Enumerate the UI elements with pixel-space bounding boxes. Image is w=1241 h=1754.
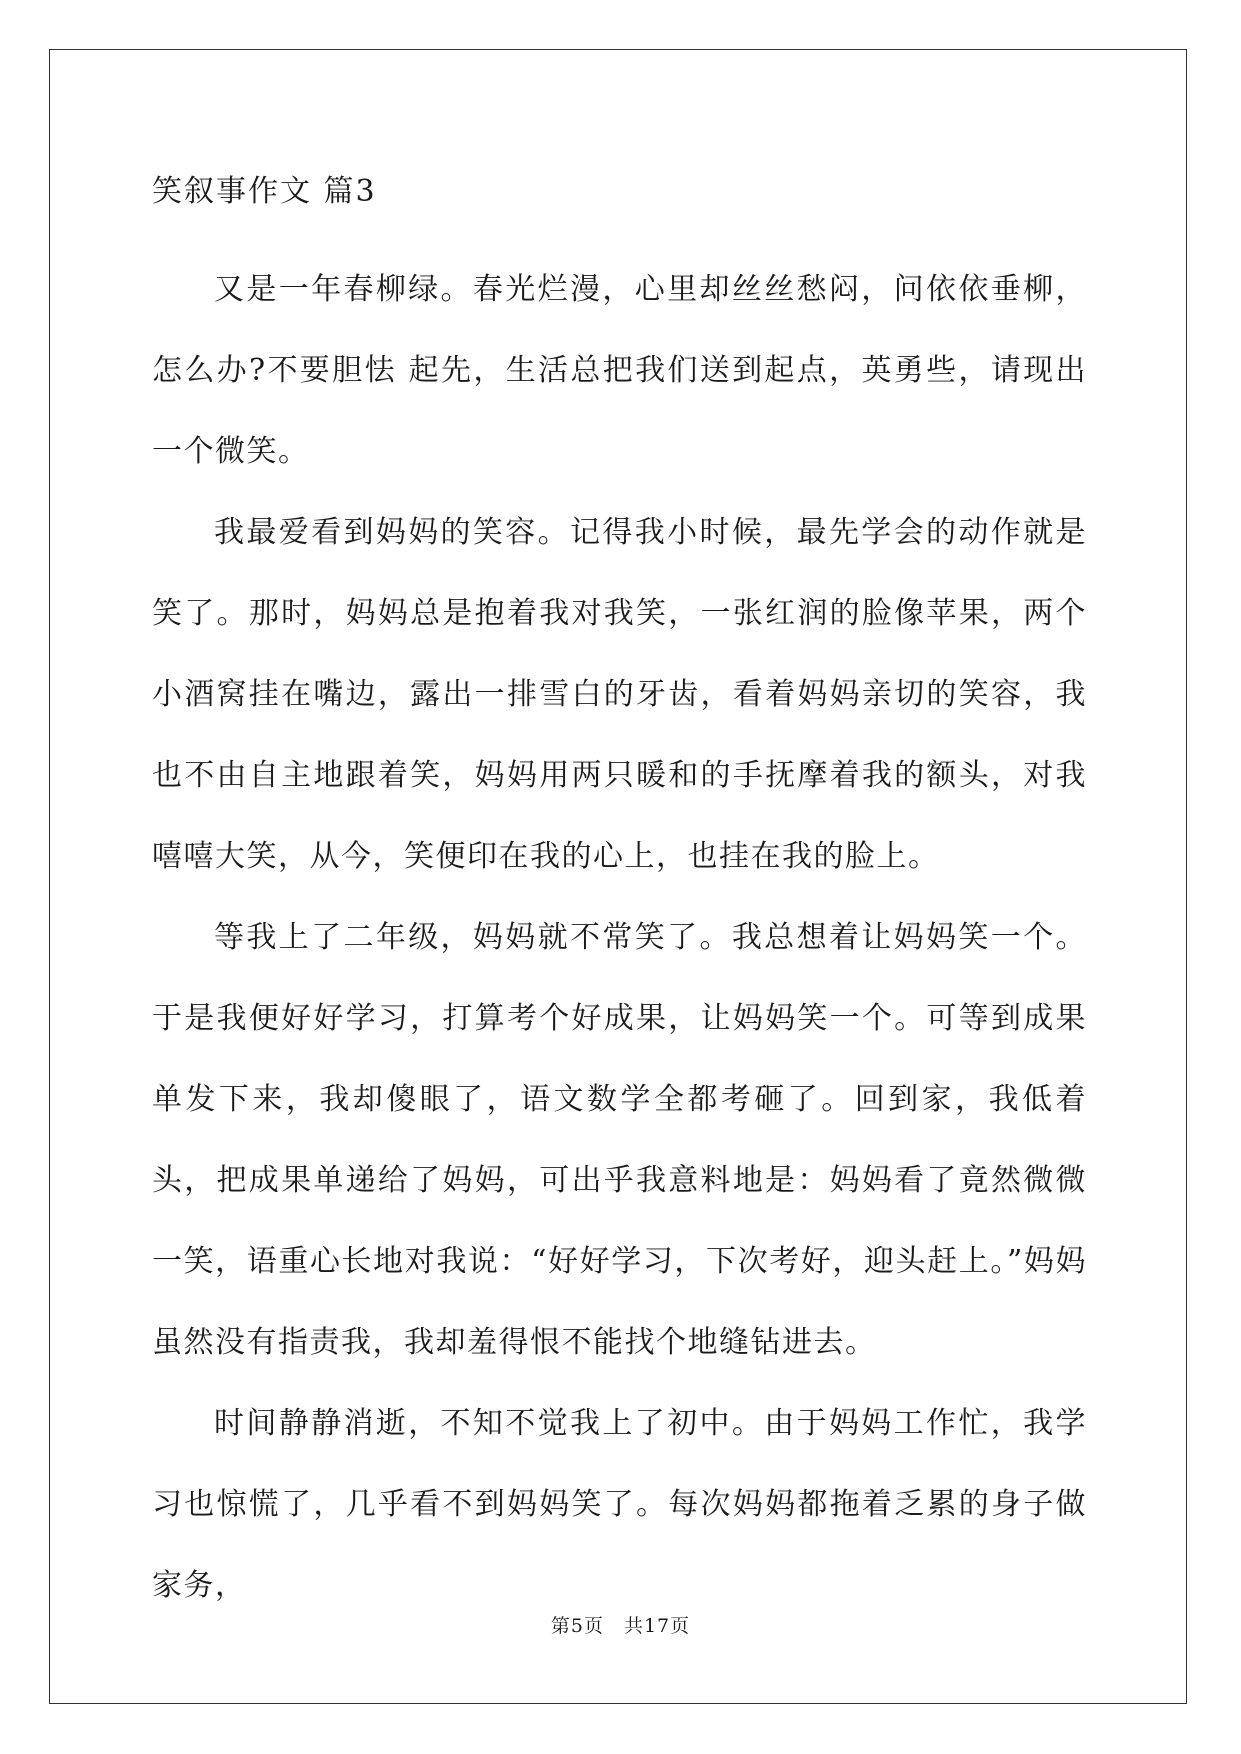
paragraph: 等我上了二年级，妈妈就不常笑了。我总想着让妈妈笑一个。于是我便好好学习，打算考个好成果，让妈妈笑一个。可等到成果单发下来，我却傻眼了，语文数学全都考砸了。回到家，我低着头，把成果单递给了妈妈，可出乎我意料地是：妈妈看了竟然微微一笑，语重心长地对我说：“好好学习，下次考好，迎头赶上。”妈妈虽然没有指责我，我却羞得恨不能找个地缝钻进去。 [152, 920, 1087, 1360]
paragraph: 又是一年春柳绿。春光烂漫，心里却丝丝愁闷，问依依垂柳，怎么办?不要胆怯 起先，生活总把我们送到起点，英勇些，请现出一个微笑。 [152, 272, 1087, 469]
paragraph: 时间静静消逝，不知不觉我上了初中。由于妈妈工作忙，我学习也惊慌了，几乎看不到妈妈笑了。每次妈妈都拖着乏累的身子做家务， [152, 1406, 1087, 1603]
document-body [152, 168, 1087, 1626]
essay-title: 笑叙事作文 篇3 [152, 174, 377, 209]
page-number-footer: 第5页 共17页 [550, 1615, 691, 1637]
paragraph: 我最爱看到妈妈的笑容。记得我小时候，最先学会的动作就是笑了。那时，妈妈总是抱着我对我笑，一张红润的脸像苹果，两个小酒窝挂在嘴边，露出一排雪白的牙齿，看着妈妈亲切的笑容，我也不由自主地跟着笑，妈妈用两只暖和的手抚摩着我的额头，对我嘻嘻大笑，从今，笑便印在我的心上，也挂在我的脸上。 [152, 515, 1087, 874]
